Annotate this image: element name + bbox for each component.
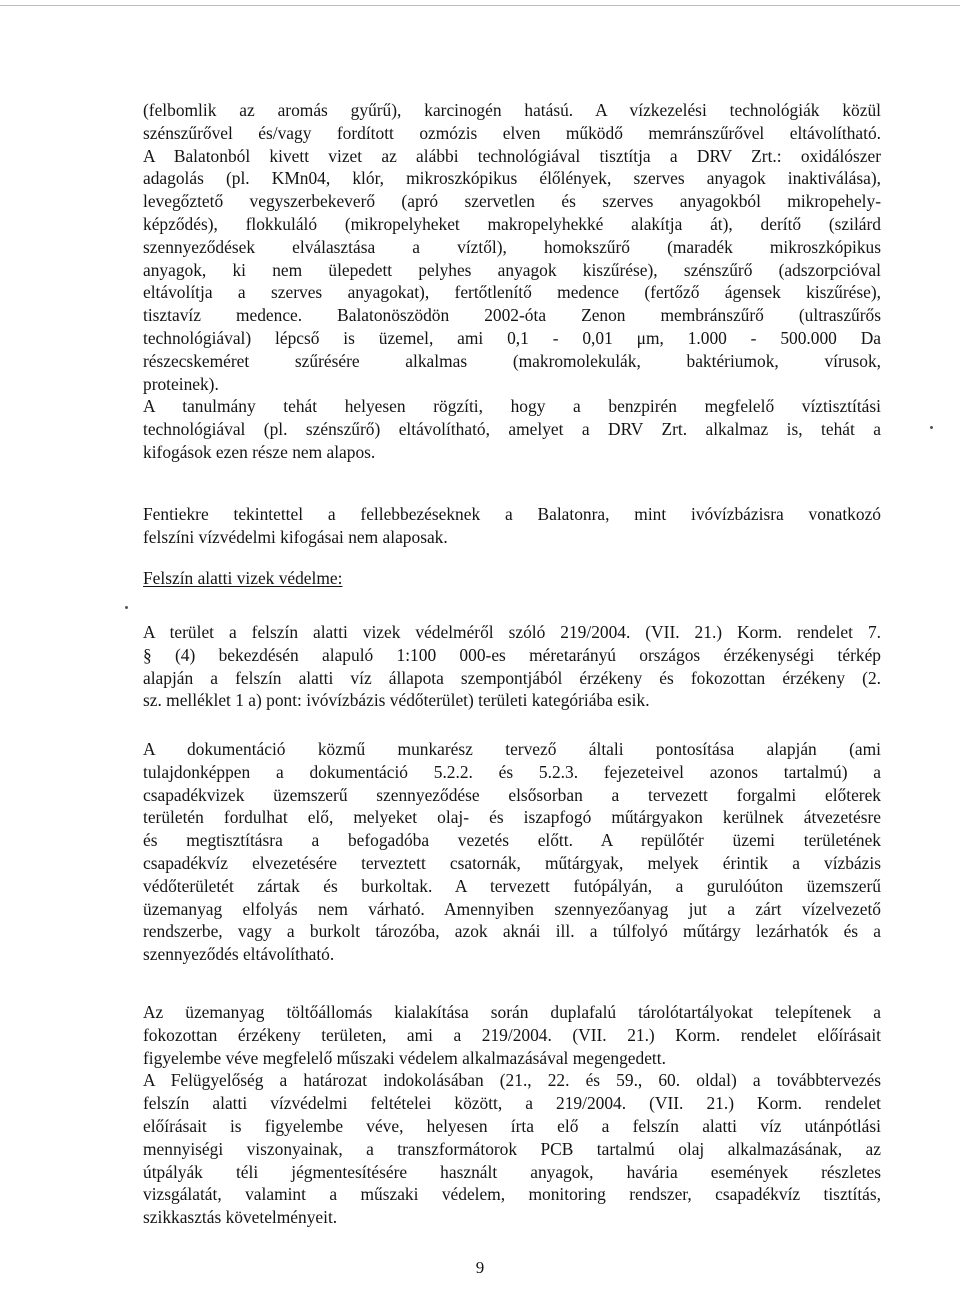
paragraph-line: felszíni vízvédelmi kifogásai nem alaposak. bbox=[143, 526, 448, 547]
paragraph-line: A Balatonból kivett vizet az alábbi technológiával tisztítja a DRV Zrt.: oxidálószer bbox=[143, 145, 881, 166]
paragraph-line: adagolás (pl. KMn04, klór, mikroszkópikus élőlények, szerves anyagok inaktiválása), bbox=[143, 168, 881, 189]
paragraph-line: A Felügyelőség a határozat indokolásában (21., 22. és 59., 60. oldal) a továbbtervezés bbox=[143, 1070, 881, 1091]
paragraph-line: és megtisztításra a befogadóba vezetés előtt. A repülőtér üzemi területének bbox=[143, 830, 881, 851]
paragraph-line: alapján a felszín alatti víz állapota szempontjából érzékeny és fokozottan érzékeny (2. bbox=[143, 667, 881, 688]
paragraph-line: (felbomlik az aromás gyűrű), karcinogén hatású. A vízkezelési technológiák közül bbox=[143, 100, 881, 120]
paragraph-line: vizsgálatát, valamint a műszaki védelem, monitoring rendszer, csapadékvíz tisztítás, bbox=[143, 1184, 881, 1205]
paragraph-line: előírásait is figyelembe véve, helyesen írta elő a felszín alatti víz utánpótlási bbox=[143, 1115, 881, 1136]
paragraph-line: sz. melléklet 1 a) pont: ivóvízbázis védőterület) területi kategóriába esik. bbox=[143, 690, 650, 711]
paragraph-water-treatment bbox=[143, 99, 881, 464]
paragraph-line: rendszerbe, vagy a burkolt tározóba, azok aknái ill. a túlfolyó műtárgy lezárhatók és a bbox=[143, 921, 881, 942]
paragraph-line: § (4) bekezdésén alapuló 1:100 000-es méretarányú országos érzékenységi térkép bbox=[143, 644, 881, 665]
paragraph-line: szennyeződés eltávolítható. bbox=[143, 944, 335, 965]
paragraph-line: tulajdonképpen a dokumentáció 5.2.2. és 5.2.3. fejezeteivel azonos tartalmú) a bbox=[143, 761, 881, 782]
paragraph-line: felszín alatti vízvédelmi feltételei között, a 219/2004. (VII. 21.) Korm. rendelet bbox=[143, 1093, 881, 1114]
paragraph-line: mennyiségi viszonyainak, a transzformátorok PCB tartalmú olaj alkalmazásának, az bbox=[143, 1138, 881, 1159]
paragraph-line: technológiával (pl. szénszűrő) eltávolítható, amelyet a DRV Zrt. alkalmaz is, tehát a bbox=[143, 419, 881, 440]
paragraph-regulation-area bbox=[143, 621, 881, 712]
paragraph-line: anyagok, ki nem ülepedett pelyhes anyagok kiszűrése), szénszűrő (adszorpcióval bbox=[143, 259, 881, 280]
paragraph-line: képződés), flokkuláló (mikropelyheket makropelyhekké alakítja át), derítő (szilárd bbox=[143, 213, 881, 234]
paragraph-line: csapadékvizek üzemszerű szennyeződése elsősorban a tervezett forgalmi előterek bbox=[143, 784, 881, 805]
paragraph-line: kifogások ezen része nem alapos. bbox=[143, 441, 376, 462]
paragraph-line: csapadékvíz elvezetésére terveztett csatornák, műtárgyak, melyek érintik a vízbázis bbox=[143, 852, 881, 873]
page-number: 9 bbox=[475, 1258, 485, 1277]
paragraph-line: részecskeméret szűrésére alkalmas (makromolekulák, baktériumok, vírusok, bbox=[143, 350, 881, 371]
paragraph-line: Fentiekre tekintettel a fellebbezéseknek a Balatonra, mint ivóvízbázisra vonatkozó bbox=[143, 504, 881, 524]
paragraph-line: területén fordulhat elő, melyeket olaj- és iszapfogó műtárgyakon kerülnek átvezetésre bbox=[143, 807, 881, 828]
paragraph-line: technológiával) lépcső is üzemel, ami 0,1 - 0,01 μm, 1.000 - 500.000 Da bbox=[143, 327, 881, 348]
scan-speck bbox=[125, 606, 128, 609]
paragraph-line: A terület a felszín alatti vizek védelméről szóló 219/2004. (VII. 21.) Korm. rendelet 7. bbox=[143, 622, 881, 642]
scan-top-edge bbox=[0, 5, 960, 6]
paragraph-line: szennyeződések elválasztása a víztől), homokszűrő (maradék mikroszkópikus bbox=[143, 236, 881, 257]
paragraph-line: védőterületét zártak és burkoltak. A tervezett futópályán, a gurulóúton üzemszerű bbox=[143, 875, 881, 896]
paragraph-line: útpályák téli jégmentesítésére használt anyagok, havária események részletes bbox=[143, 1161, 881, 1182]
paragraph-line: szikkasztás követelményeit. bbox=[143, 1207, 338, 1228]
paragraph-line: Az üzemanyag töltőállomás kialakítása során duplafalú tárolótartályokat telepítenek a bbox=[143, 1002, 881, 1022]
paragraph-line: szénszűrővel és/vagy fordított ozmózis elven működő memránszűrővel eltávolítható. bbox=[143, 122, 881, 143]
paragraph-line: A dokumentáció közmű munkarész tervező általi pontosítása alapján (ami bbox=[143, 739, 881, 759]
paragraph-line: fokozottan érzékeny területen, ami a 219/2004. (VII. 21.) Korm. rendelet előírásait bbox=[143, 1024, 881, 1045]
scan-speck bbox=[930, 426, 933, 429]
paragraph-documentation-stormwater bbox=[143, 738, 881, 966]
section-heading-groundwater: Felszín alatti vizek védelme: bbox=[143, 568, 343, 588]
paragraph-line: eltávolítja a szerves anyagokat), fertőtlenítő medence (fertőző ágensek kiszűrése), bbox=[143, 282, 881, 303]
paragraph-line: levegőztető vegyszerbekeverő (apró szervetlen és szerves anyagokból mikropehely- bbox=[143, 191, 881, 212]
paragraph-line: A tanulmány tehát helyesen rögzíti, hogy a benzpirén megfelelő víztisztítási bbox=[143, 396, 881, 417]
paragraph-conclusion-surface-water bbox=[143, 503, 881, 549]
paragraph-line: tisztavíz medence. Balatonöszödön 2002-óta Zenon membránszűrő (ultraszűrős bbox=[143, 305, 881, 326]
paragraph-line: figyelembe véve megfelelő műszaki védelem alkalmazásával megengedett. bbox=[143, 1047, 666, 1068]
paragraph-line: proteinek). bbox=[143, 373, 219, 394]
paragraph-fuel-station bbox=[143, 1001, 881, 1229]
paragraph-line: üzemanyag elfolyás nem várható. Amennyiben szennyezőanyag jut a zárt vízelvezető bbox=[143, 898, 881, 919]
